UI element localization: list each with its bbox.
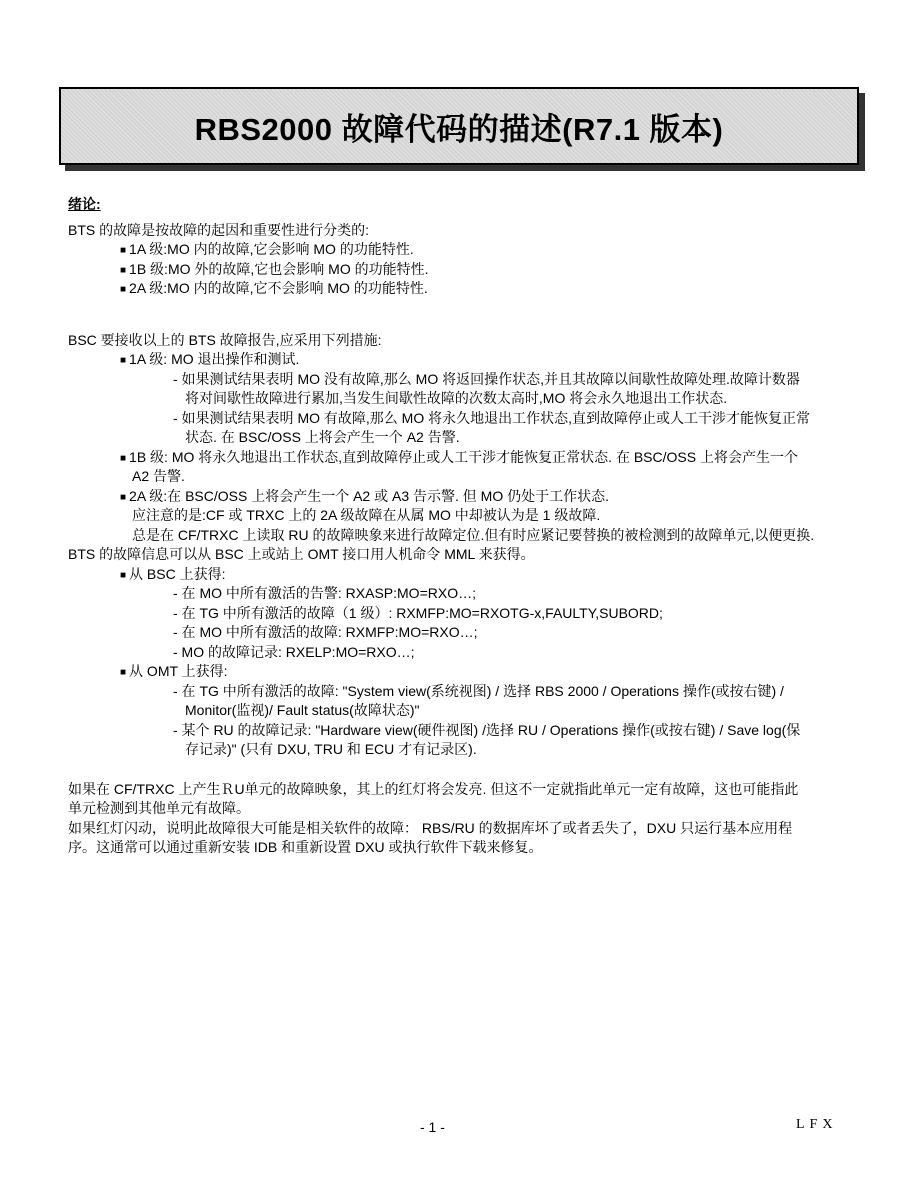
from-bsc-label: 从 BSC 上获得:	[129, 565, 226, 582]
bullet-icon: ■	[120, 284, 127, 295]
bullet-icon: ■	[120, 491, 127, 503]
from-omt-item2-line2: 存记录)" (只有 DXU, TRU 和 ECU 才有记录区).	[185, 741, 477, 757]
intro-heading: 绪论:	[68, 196, 101, 212]
title-box	[59, 87, 859, 165]
page-number: - 1 -	[420, 1119, 445, 1135]
intro-lead: BTS 的故障是按故障的起因和重要性进行分类的:	[68, 221, 370, 238]
bsc-1a-sub1-line2: 将对间歇性故障进行累加,当发生间歇性故障的次数太高时,MO 将会永久地退出工作状态.	[185, 390, 728, 406]
author-initials: LFX	[796, 1117, 838, 1132]
bsc-2a-item	[68, 487, 868, 507]
bsc-1b-item	[68, 448, 868, 468]
from-bsc-command: - MO 的故障记录: RXELP:MO=RXO…;	[173, 643, 415, 660]
from-omt-item	[68, 662, 868, 682]
spacer	[68, 760, 868, 780]
spacer	[68, 319, 868, 331]
bsc-2a-line3: 总是在 CF/TRXC 上读取 RU 的故障映象来进行故障定位.但有时应紧记要替换的被检测到的故障单元,以便更换.	[132, 526, 815, 543]
class-item-text: 1A 级:MO 内的故障,它会影响 MO 的功能特性.	[129, 241, 414, 257]
class-item	[68, 279, 868, 299]
bullet-icon: ■	[120, 245, 127, 256]
from-bsc-command: - 在 MO 中所有激活的故障: RXMFP:MO=RXO…;	[173, 624, 478, 640]
class-item-text: 1B 级:MO 外的故障,它也会影响 MO 的功能特性.	[129, 260, 429, 277]
class-item	[68, 240, 868, 260]
from-bsc-item	[68, 565, 868, 585]
bsc-1a-item	[68, 350, 868, 370]
from-omt-item1-line1: - 在 TG 中所有激活的故障: "System view(系统视图) / 选择 RBS 2000 / Operations 操作(或按右键) /	[173, 682, 784, 699]
bsc-1b-line1: 1B 级: MO 将永久地退出工作状态,直到故障停止或人工干涉才能恢复正常状态. 在 BSC/OSS 上将会产生一个	[129, 448, 798, 465]
bsc-1a-sub2-line2: 状态. 在 BSC/OSS 上将会产生一个 A2 告警.	[185, 429, 460, 445]
bsc-1a-label: 1A 级: MO 退出操作和测试.	[129, 351, 300, 367]
bsc-2a-line1: 2A 级:在 BSC/OSS 上将会产生一个 A2 或 A3 告示警. 但 MO 仍处于工作状态.	[129, 487, 610, 504]
bsc-2a-line2: 应注意的是:CF 或 TRXC 上的 2A 级故障在从属 MO 中却被认为是 1 级故障.	[132, 507, 601, 523]
from-bsc-command: - 在 TG 中所有激活的故障（1 级）: RXMFP:MO=RXOTG-x,FAULTY,SUBORD;	[173, 604, 663, 621]
note-p1-line2: 单元检测到其他单元有故障。	[68, 800, 250, 816]
page-title: RBS2000 故障代码的描述(R7.1 版本)	[194, 111, 724, 147]
note-p2-line2: 序。这通常可以通过重新安装 IDB 和重新设置 DXU 或执行软件下载来修复。	[68, 839, 543, 855]
spacer	[68, 299, 868, 319]
bullet-icon: ■	[120, 355, 127, 366]
document-body	[68, 195, 868, 858]
bullet-icon: ■	[120, 452, 127, 464]
bsc-1a-sub2-line1: - 如果测试结果表明 MO 有故障,那么 MO 将永久地退出工作状态,直到故障停止或人工干涉才能恢复正常	[173, 409, 810, 426]
from-omt-label: 从 OMT 上获得:	[129, 663, 228, 679]
note-p2-line1: 如果红灯闪动，说明此故障很大可能是相关软件的故障： RBS/RU 的数据库坏了或者丢失了，DXU 只运行基本应用程	[68, 819, 793, 836]
bsc-1a-sub1-line1: - 如果测试结果表明 MO 没有故障,那么 MO 将返回操作状态,并且其故障以间歇性故障处理.故障计数器	[173, 370, 800, 387]
bullet-icon: ■	[120, 264, 127, 276]
from-omt-item1-line2: Monitor(监视)/ Fault status(故障状态)"	[185, 702, 420, 718]
bsc-1b-line2: A2 告警.	[132, 468, 185, 484]
class-item	[68, 260, 868, 280]
from-omt-item2-line1: - 某个 RU 的故障记录: "Hardware view(硬件视图) /选择 RU / Operations 操作(或按右键) / Save log(保	[173, 721, 801, 738]
note-p1-line1: 如果在 CF/TRXC 上产生ＲU单元的故障映象，其上的红灯将会发亮. 但这不一定就指此单元一定有故障，这也可能指此	[68, 780, 799, 797]
class-item-text: 2A 级:MO 内的故障,它不会影响 MO 的功能特性.	[129, 280, 428, 296]
bullet-icon: ■	[120, 667, 127, 678]
bsc-lead: BSC 要接收以上的 BTS 故障报告,应采用下列措施:	[68, 331, 382, 348]
from-bsc-command: - 在 MO 中所有激活的告警: RXASP:MO=RXO…;	[173, 585, 476, 601]
bullet-icon: ■	[120, 569, 127, 581]
fault-info-lead: BTS 的故障信息可以从 BSC 上或站上 OMT 接口用人机命令 MML 来获得。	[68, 546, 535, 562]
